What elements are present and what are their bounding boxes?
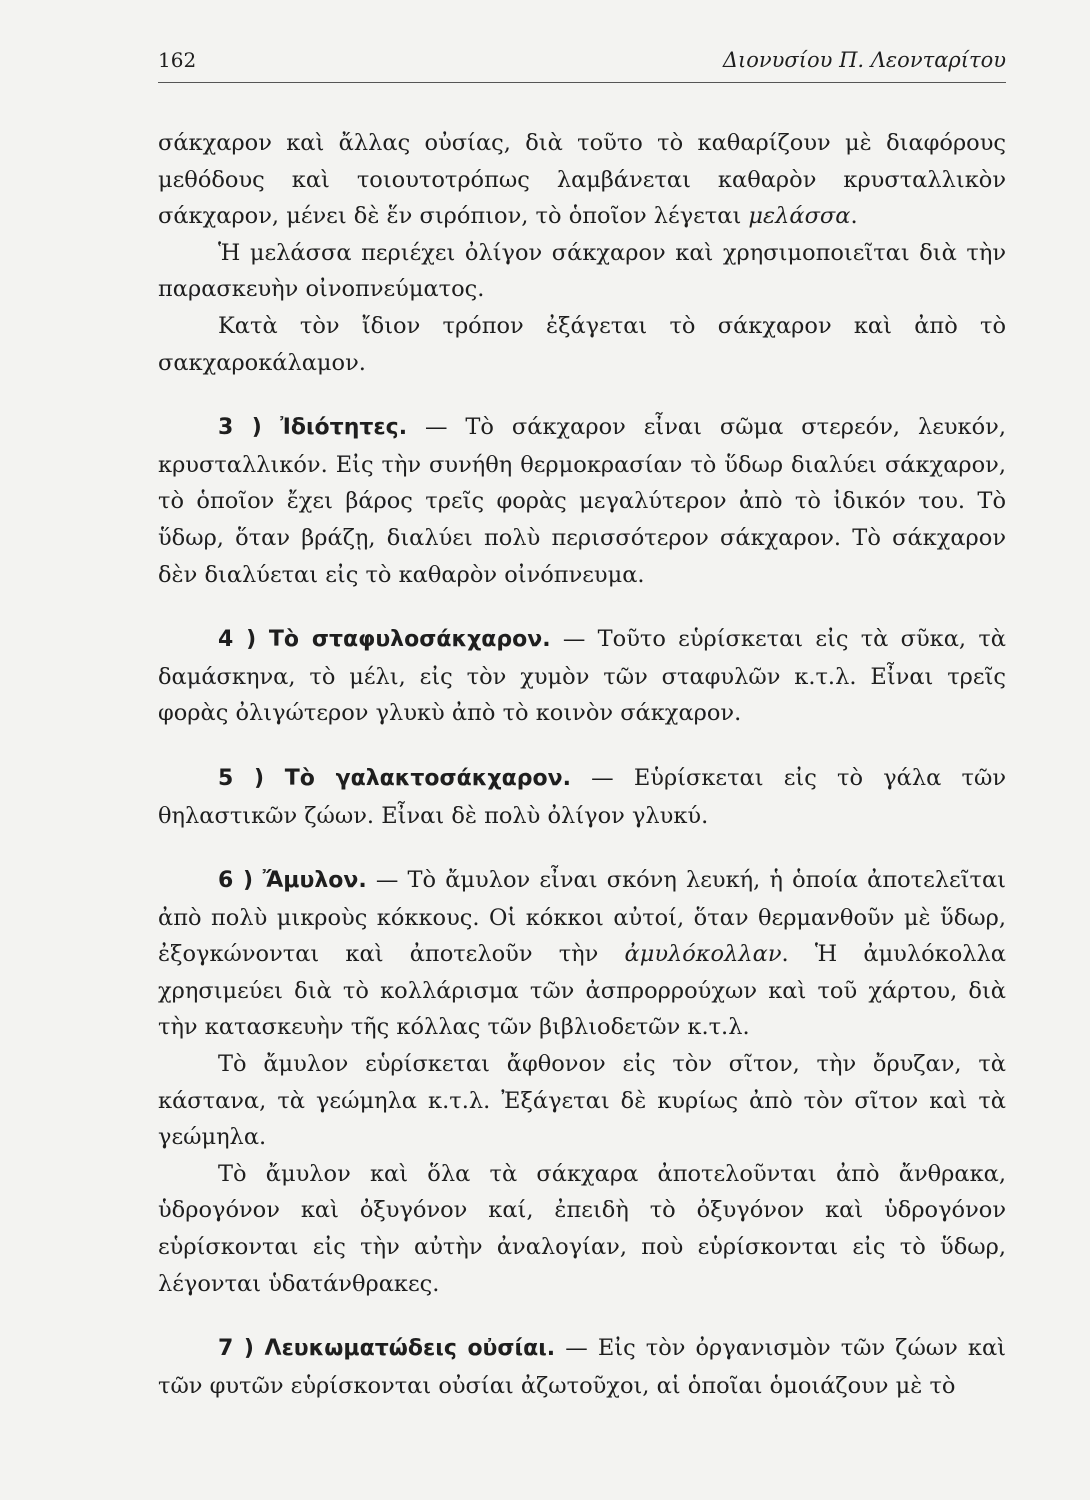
section-title: 6 ) Ἄμυλον. [218, 868, 367, 894]
section-grape-sugar [158, 621, 1006, 732]
section-starch [158, 862, 1006, 1046]
section-text: . Ἡ ἀμυλόκολλα χρησιμεύει διὰ τὸ κολλάρισμα τῶν ἀσπρορρούχων καὶ τοῦ χάρτου, διὰ τὴν κατασκευὴν τῆς κόλλας τῶν βιβλιοδετῶν κ.τ.λ. [158, 941, 1006, 1041]
paragraph: Ἡ μελάσσα περιέχει ὀλίγον σάκχαρον καὶ χρησιμοποιεῖται διὰ τὴν παρασκευὴν οἰνοπνεύματος. [158, 239, 1006, 303]
emphasis-term: ἀμυλόκολλαν [624, 941, 782, 968]
section-milk-sugar [158, 760, 1006, 834]
section-text: — Εὑρίσκεται εἰς τὸ γάλα τῶν θηλαστικῶν ζώων. Εἶναι δὲ πολὺ ὀλίγον γλυκύ. [158, 764, 1006, 829]
section-title: 5 ) Τὸ γαλακτοσάκχαρον. [218, 765, 571, 791]
paragraph: Τὸ ἄμυλον εὑρίσκεται ἄφθονον εἰς τὸν σῖτον, τὴν ὄρυζαν, τὰ κάστανα, τὰ γεώμηλα κ.τ.λ. Ἐξάγεται δὲ κυρίως ἀπὸ τὸν σῖτον καὶ τὰ γεώμηλα. [158, 1051, 1006, 1151]
running-title: Διονυσίου Π. Λεονταρίτου [722, 48, 1006, 72]
text-run: . [850, 203, 858, 230]
page-number: 162 [158, 48, 197, 72]
paragraph: Τὸ ἄμυλον καὶ ὅλα τὰ σάκχαρα ἀποτελοῦνται ἀπὸ ἄνθρακα, ὑδρογόνον καὶ ὀξυγόνον καί, ἐπειδὴ τὸ ὀξυγόνον καὶ ὑδρογόνον εὑρίσκονται εἰς τὴν αὐτὴν ἀναλογίαν, ποὺ εὑρίσκονται εἰς τὸ ὕδωρ, λέγονται ὑδατάνθρακες. [158, 1160, 1006, 1297]
page-header [158, 48, 1006, 83]
paragraph-continuation [158, 125, 1006, 235]
section-proteins [158, 1330, 1006, 1404]
section-title: 3 ) Ἰδιότητες. [218, 415, 408, 441]
section-text: — Εἰς τὸν ὀργανισμὸν τῶν ζώων καὶ τῶν φυτῶν εὑρίσκονται οὐσίαι ἀζωτοῦχοι, αἱ ὁποῖαι ὁμοιάζουν μὲ τὸ [158, 1335, 1006, 1399]
section-title: 7 ) Λευκωματώδεις οὐσίαι. [218, 1336, 556, 1362]
emphasis-term: μελάσσα [748, 203, 851, 230]
section-text: — Τὸ σάκχαρον εἶναι σῶμα στερεόν, λευκόν, κρυσταλλικόν. Εἰς τὴν συνήθη θερμοκρασίαν τὸ ὕδωρ διαλύει σάκχαρον, τὸ ὁποῖον ἔχει βάρος τρεῖς φορὰς μεγαλύτερον ἀπὸ τὸ ἰδικόν του. Τὸ ὕδωρ, ὅταν βράζῃ, διαλύει πολὺ περισσότερον σάκχαρον. Τὸ σάκχαρον δὲν διαλύεται εἰς τὸ καθαρὸν οἰνόπνευμα. [158, 414, 1006, 588]
section-text: — Τὸ ἄμυλον εἶναι σκόνη λευκή, ἡ ὁποία ἀποτελεῖται ἀπὸ πολὺ μικροὺς κόκκους. Οἱ κόκκοι αὐτοί, ὅταν θερμανθοῦν μὲ ὕδωρ, ἐξογκώνονται καὶ ἀποτελοῦν τὴν [158, 867, 1006, 968]
text-run: σάκχαρον καὶ ἄλλας οὐσίας, διὰ τοῦτο τὸ καθαρίζουν μὲ διαφόρους μεθόδους καὶ τοιουτοτρόπως λαμβάνεται καθαρὸν κρυσταλλικὸν σάκχαρον, μένει δὲ ἕν σιρόπιον, τὸ ὁποῖον λέγεται [158, 130, 1006, 230]
section-title: 4 ) Τὸ σταφυλοσάκχαρον. [218, 627, 551, 653]
paragraph: Κατὰ τὸν ἴδιον τρόπον ἐξάγεται τὸ σάκχαρον καὶ ἀπὸ τὸ σακχαροκάλαμον. [158, 312, 1006, 376]
body-text [158, 125, 1006, 1404]
section-properties [158, 409, 1006, 593]
section-text: — Τοῦτο εὑρίσκεται εἰς τὰ σῦκα, τὰ δαμάσκηνα, τὸ μέλι, εἰς τὸν χυμὸν τῶν σταφυλῶν κ.τ.λ. Εἶναι τρεῖς φορὰς ὀλιγώτερον γλυκὺ ἀπὸ τὸ κοινὸν σάκχαρον. [158, 626, 1006, 727]
